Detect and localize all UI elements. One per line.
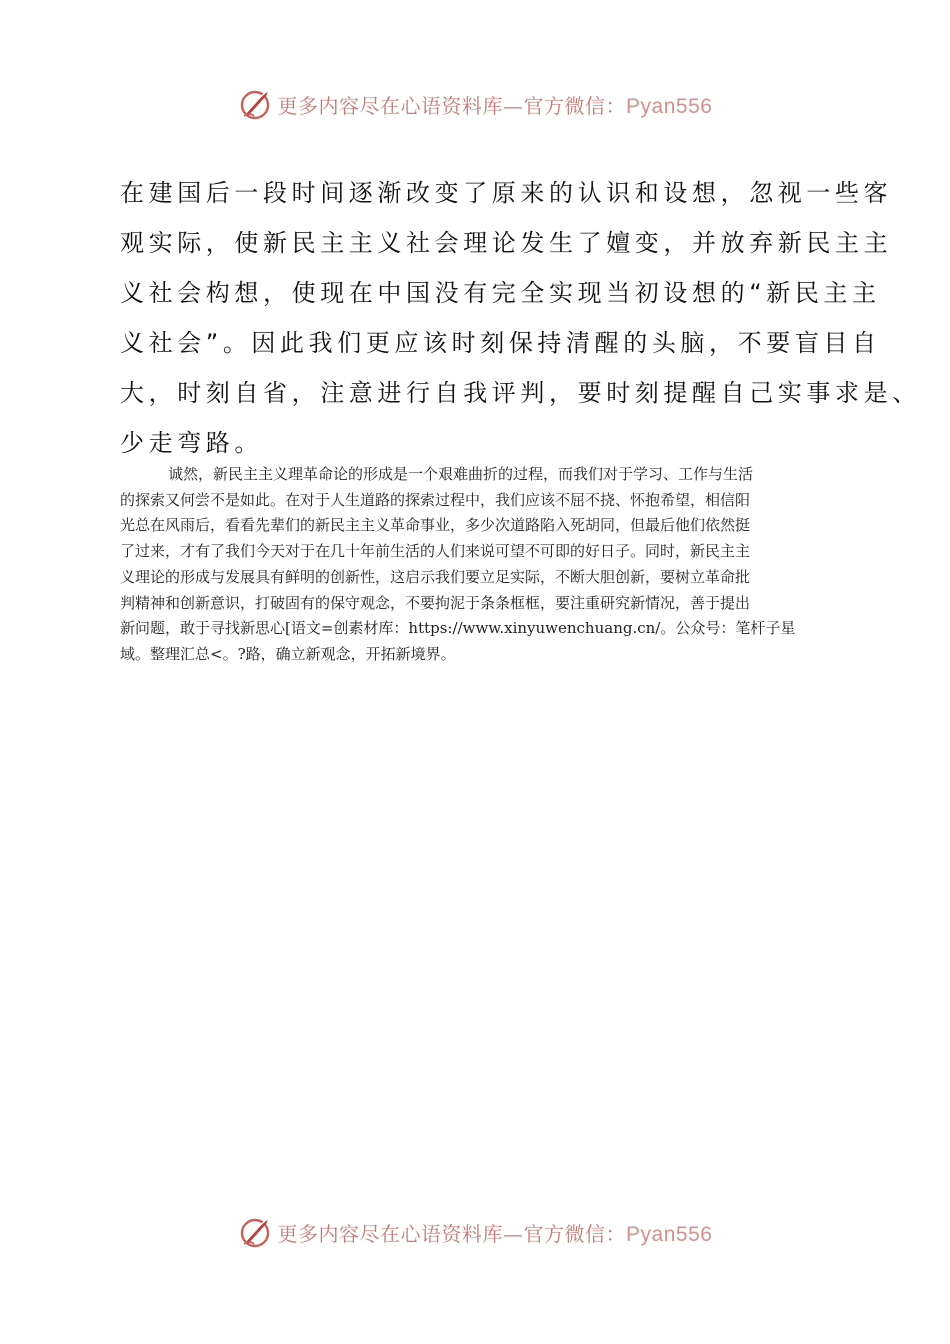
quill-logo-icon — [238, 1214, 274, 1250]
small-paragraph — [120, 462, 832, 668]
banner-dash: — — [503, 1221, 524, 1246]
wechat-label: 官方微信： — [523, 1221, 627, 1246]
small-paragraph-line: 判精神和创新意识，打破固有的保守观念，不要拘泥于条条框框，要注重研究新情况，善于提出 — [120, 593, 751, 612]
brand-text: 更多内容尽在心语资料库 — [277, 93, 504, 118]
wechat-label: 官方微信： — [523, 93, 627, 118]
small-paragraph-line: 义理论的形成与发展具有鲜明的创新性，这启示我们要立足实际，不断大胆创新，要树立革命批 — [120, 567, 751, 586]
small-paragraph-line: 的探索又何尝不是如此。在对于人生道路的探索过程中，我们应该不屈不挠、怀抱希望，相信阳 — [120, 490, 751, 509]
small-paragraph-line: 新问题，敢于寻找新思心[语文=创素材库：https://www.xinyuwenchuang.cn/。公众号：笔杆子星 — [120, 619, 796, 638]
banner-dash: — — [503, 93, 524, 118]
big-paragraph-line: 观实际，使新民主主义社会理论发生了嬗变，并放弃新民主主 — [120, 229, 893, 257]
small-paragraph-line: 了过来，才有了我们今天对于在几十年前生活的人们来说可望不可即的好日子。同时，新民主主 — [120, 542, 751, 561]
header-banner-text — [278, 90, 713, 119]
quill-logo-icon — [238, 86, 274, 122]
big-paragraph-line: 义社会构想，使现在中国没有完全实现当初设想的“新民主主 — [120, 279, 881, 307]
wechat-id: Pyan556 — [626, 94, 713, 118]
big-paragraph-line: 大，时刻自省，注意进行自我评判，要时刻提醒自己实事求是、 — [120, 379, 921, 407]
big-paragraph-line: 义社会”。因此我们更应该时刻保持清醒的头脑，不要盲目自 — [120, 329, 881, 357]
header-banner — [0, 84, 950, 124]
big-paragraph-line: 在建国后一段时间逐渐改变了原来的认识和设想，忽视一些客 — [120, 179, 893, 207]
small-paragraph-line: 域。整理汇总<。?路，确立新观念，开拓新境界。 — [120, 644, 456, 663]
small-paragraph-line: 光总在风雨后，看看先辈们的新民主主义革命事业，多少次道路陷入死胡同，但最后他们依然挺 — [120, 516, 751, 535]
footer-banner-text — [278, 1218, 713, 1247]
wechat-id: Pyan556 — [626, 1222, 713, 1246]
big-paragraph-line: 少走弯路。 — [120, 429, 263, 457]
small-paragraph-line: 诚然，新民主主义理革命论的形成是一个艰难曲折的过程，而我们对于学习、工作与生活 — [168, 465, 754, 483]
brand-text: 更多内容尽在心语资料库 — [277, 1221, 504, 1246]
footer-banner — [0, 1212, 950, 1252]
big-paragraph — [120, 168, 921, 468]
